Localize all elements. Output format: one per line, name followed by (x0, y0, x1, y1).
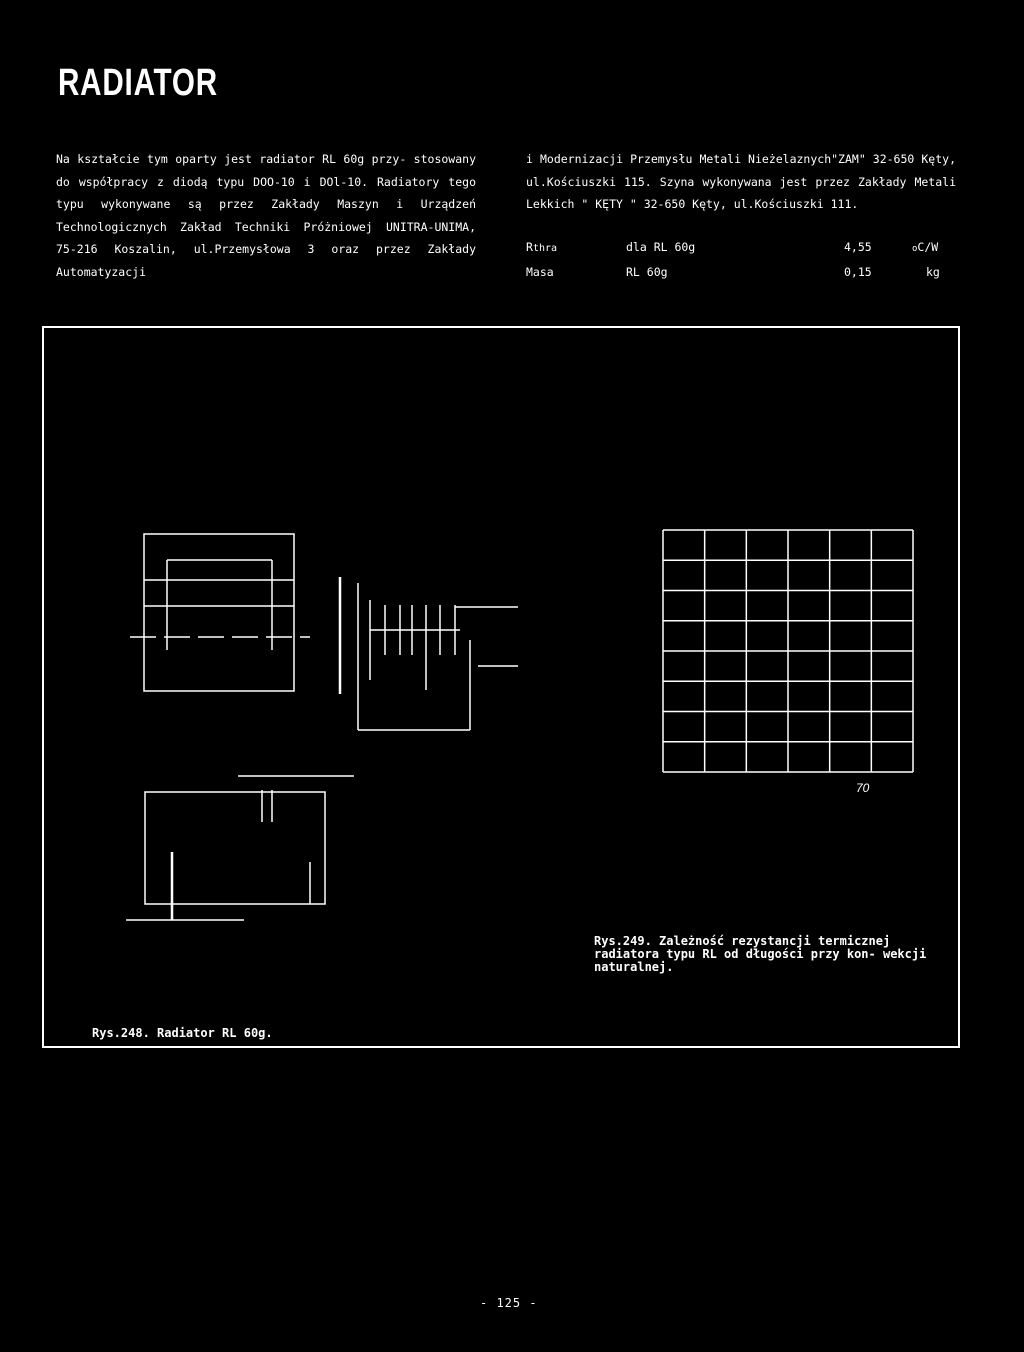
unit-text: C/W (917, 240, 939, 254)
page-title: RADIATOR (58, 62, 218, 104)
symbol-subscript: thra (532, 243, 558, 254)
parameter-value: 4,55 (844, 240, 872, 254)
symbol-text: R (526, 240, 533, 254)
paragraph-right: i Modernizacji Przemysłu Metali Nieżelaznych"ZAM" 32-650 Kęty, ul.Kościuszki 115. Szyna wykonywana jest przez Zakłady Metali Lekkich " KĘTY " 32-650 Kęty, ul.Kościuszki 111. (526, 152, 956, 211)
parameter-unit: kg (926, 265, 940, 279)
parameter-value: 0,15 (844, 265, 872, 279)
figure-caption-248: Rys.248. Radiator RL 60g. (92, 1026, 273, 1040)
page-number: - 125 - (480, 1296, 538, 1310)
unit-superscript: o (912, 244, 918, 254)
parameter-label: dla RL 60g (626, 240, 696, 254)
paragraph-left: Na kształcie tym oparty jest radiator RL 60g przy- stosowany do współpracy z diodą typu DOO-10 i DOl-10. Radiatory tego typu wykonywane są przez Zakłady Maszyn i Urządzeń Technologicznych Zakład Techniki Próżniowej UNITRA-UNIMA, 75-216 Koszalin, ul.Przemysłowa 3 oraz przez Zakłady Automatyzacji (56, 152, 476, 279)
parameter-label: RL 60g (626, 265, 668, 279)
figure-caption-249: Rys.249. Zależność rezystancji termicznej radiatora typu RL od długości przy kon- wekcji naturalnej. (594, 934, 927, 974)
parameter-symbol: Masa (526, 265, 554, 279)
graph-grid (663, 530, 913, 772)
graph-axis-label: 70 (856, 781, 870, 795)
